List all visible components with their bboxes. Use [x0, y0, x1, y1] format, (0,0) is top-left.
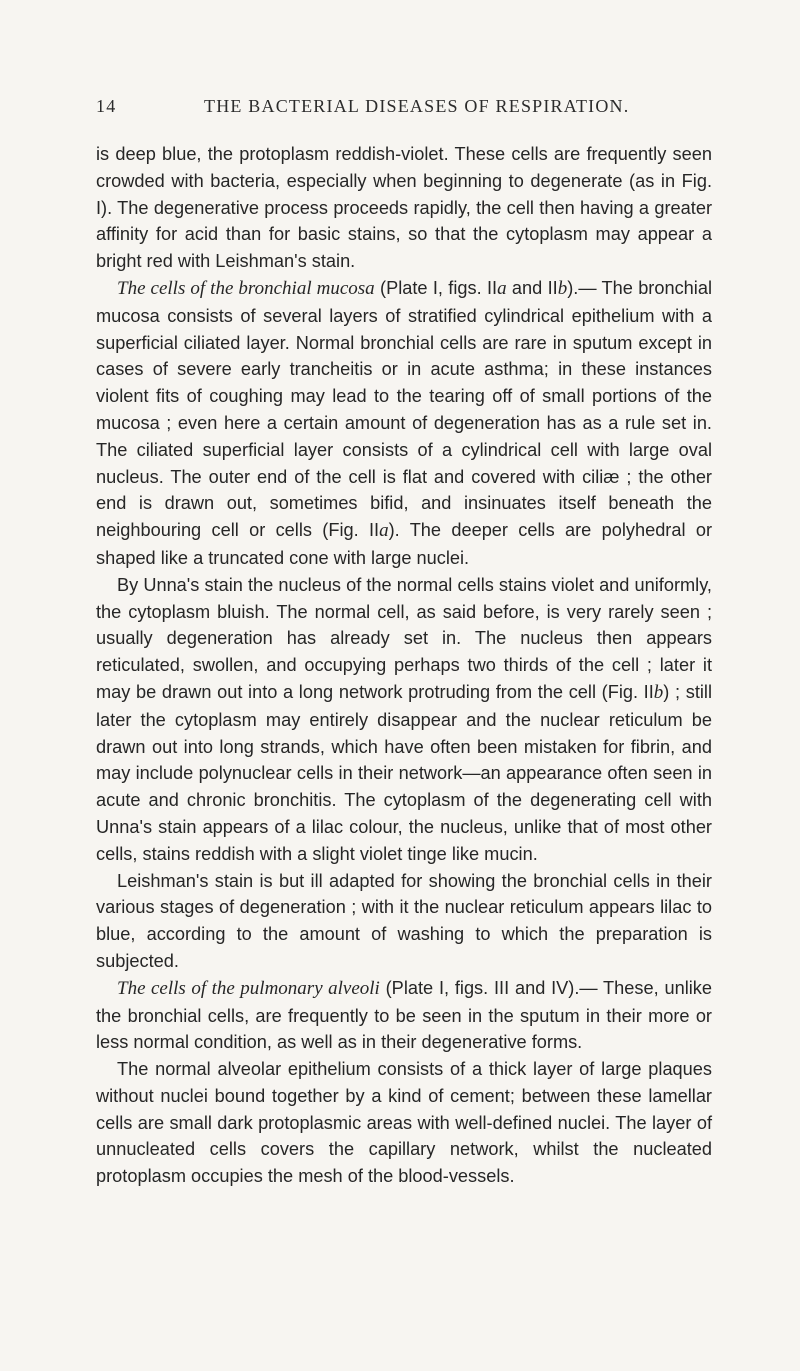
paragraph-6: The normal alveolar epithelium consists of a thick layer of large plaques without nuclei bound together by a kind of cement; between these lamellar cells are small dark protoplasmic areas with well-defined nuclei. The layer of unnucleated cells covers the capillary network, whilst the nucleated protoplasm occupies the mesh of the blood-vessels. [96, 1059, 712, 1187]
running-header [96, 96, 712, 120]
body-text [96, 141, 712, 1190]
paragraph-5: The cells of the pulmonary alveoli (Plate I, figs. III and IV).— These, unlike the bronchial cells, are frequently to be seen in the sputum in their more or less normal condition, as well as in their degenerative forms. [96, 977, 712, 1053]
section-heading-bronchial: The cells of the bronchial mucosa [117, 277, 375, 299]
paragraph-4: Leishman's stain is but ill adapted for showing the bronchial cells in their various stages of degeneration ; with it the nuclear reticulum appears lilac to blue, according to the amount of washing to which the preparation is subjected. [96, 870, 712, 971]
paragraph-1: is deep blue, the protoplasm reddish-violet. These cells are frequently seen crowded with bacteria, especially when beginning to degenerate (as in Fig. I). The degenerative process proceeds rapidly, the cell then having a greater affinity for acid than for basic stains, so that the cytoplasm may appear a bright red with Leishman's stain. [96, 144, 712, 272]
paragraph-2: The cells of the bronchial mucosa (Plate I, figs. IIa and IIb).— The bronchial mucosa consists of several layers of stratified cylindrical epithelium with a superficial ciliated layer. Normal bronchial cells are rare in sputum except in cases of severe early trancheitis or in acute asthma; in these instances violent fits of coughing may lead to the tearing off of small portions of the mucosa ; even here a certain amount of degeneration has as a rule set in. The ciliated superficial layer consists of a cylindrical cell with large oval nucleus. The outer end of the cell is flat and covered with ciliæ ; the other end is drawn out, sometimes bifid, and insinuates itself beneath the neighbouring cell or cells (Fig. IIa). The deeper cells are polyhedral or shaped like a truncated cone with large nuclei. [96, 277, 713, 568]
running-title: THE BACTERIAL DISEASES OF RESPIRATION. [204, 96, 630, 116]
section-heading-alveoli: The cells of the pulmonary alveoli [117, 977, 380, 999]
page-number: 14 [96, 96, 117, 116]
paragraph-3: By Unna's stain the nucleus of the normal cells stains violet and uniformly, the cytoplasm bluish. The normal cell, as said before, is very rarely seen ; usually degeneration has already set in. The nucleus then appears reticulated, swollen, and occupying perhaps two thirds of the cell ; later it may be drawn out into a long network protruding from the cell (Fig. IIb) ; still later the cytoplasm may entirely disappear and the nuclear reticulum be drawn out into long strands, which have often been mistaken for fibrin, and may include polynuclear cells in their network—an appearance often seen in acute and chronic bronchitis. The cytoplasm of the degenerating cell with Unna's stain appears of a lilac colour, the nucleus, unlike that of most other cells, stains reddish with a slight violet tinge like mucin. [96, 574, 712, 864]
